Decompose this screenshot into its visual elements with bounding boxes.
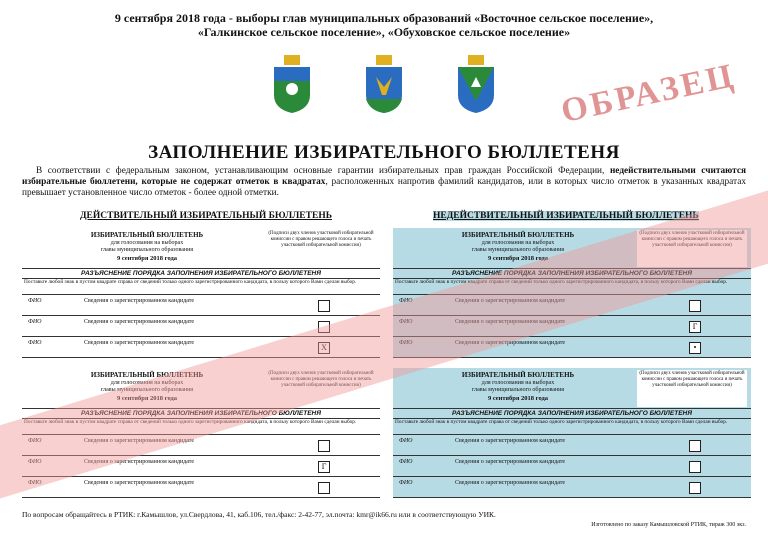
ballot-sub2: главы муниципального образования: [471, 247, 565, 253]
candidate-name: ФИО: [399, 459, 413, 465]
ballot-bottom-line: [393, 497, 751, 498]
ballot-bottom-line: [22, 357, 380, 358]
explanation-header: РАЗЪЯСНЕНИЕ ПОРЯДКА ЗАПОЛНЕНИЯ ИЗБИРАТЕЛЬНОГО БЮЛЛЕТЕНЯ: [393, 408, 751, 419]
signature-box: (Подписи двух членов участковой избирательной комиссии с правом решающего голоса и печать участковой избирательной комиссии): [266, 370, 376, 407]
ballot-title: ИЗБИРАТЕЛЬНЫЙ БЮЛЛЕТЕНЬ: [90, 231, 204, 239]
candidate-name: ФИО: [28, 438, 42, 444]
instruction-text: Поставьте любой знак в пустом квадрате справа от сведений только одного зарегистрированного кандидата, в пользу которого Вами сделан выбор.: [395, 419, 728, 425]
header-line-2: «Галкинское сельское поселение», «Обуховское сельское поселение»: [197, 25, 571, 39]
candidate-info: Сведения о зарегистрированном кандидате: [84, 459, 195, 465]
vote-checkbox[interactable]: [318, 321, 330, 333]
ballot-invalid: [393, 368, 751, 498]
candidate-info: Сведения о зарегистрированном кандидате: [84, 319, 195, 325]
vote-checkbox[interactable]: [689, 482, 701, 494]
ballot-date: 9 сентября 2018 года: [487, 254, 549, 262]
ballot-header: [62, 372, 232, 402]
instruction-text: Поставьте любой знак в пустом квадрате справа от сведений только одного зарегистрированного кандидата, в пользу которого Вами сделан выбор.: [24, 419, 357, 425]
invalid-ballot-heading: НЕДЕЙСТВИТЕЛЬНЫЙ ИЗБИРАТЕЛЬНЫЙ БЮЛЛЕТЕНЬ: [433, 211, 699, 221]
candidate-row: [393, 455, 751, 476]
intro-paragraph: [22, 166, 746, 199]
ballot-header: [433, 372, 603, 402]
valid-ballot-heading: ДЕЙСТВИТЕЛЬНЫЙ ИЗБИРАТЕЛЬНЫЙ БЮЛЛЕТЕНЬ: [80, 211, 332, 221]
ballot-date: 9 сентября 2018 года: [116, 254, 178, 262]
emblems: [0, 55, 768, 115]
candidate-name: ФИО: [28, 480, 42, 486]
ballot-sub2: главы муниципального образования: [100, 247, 194, 253]
sample-stamp: ОБРАЗЕЦ: [557, 57, 739, 131]
ballot-sub1: для голосования на выборах: [481, 379, 555, 386]
candidate-row: [393, 294, 751, 315]
vote-checkbox[interactable]: [689, 440, 701, 452]
emblem-vostochnoe-icon: [272, 55, 312, 115]
intro-bold: недействительными считаются избирательные бюллетени, которые не содержат отметок в квадратах: [22, 166, 746, 187]
candidate-info: Сведения о зарегистрированном кандидате: [84, 298, 195, 304]
footer-contact: По вопросам обращайтесь в РТИК: г.Камышлов, ул.Свердлова, 41, каб.106, тел./факс: 2-42-77, эл.почта: kmr@ik66.ru или в соответствующую УИК.: [22, 510, 496, 519]
candidate-info: Сведения о зарегистрированном кандидате: [84, 480, 195, 486]
candidate-info: Сведения о зарегистрированном кандидате: [455, 438, 566, 444]
candidate-info: Сведения о зарегистрированном кандидате: [455, 298, 566, 304]
ballot-invalid: [393, 228, 751, 358]
candidate-row: [22, 455, 380, 476]
ballot-date: 9 сентября 2018 года: [487, 394, 549, 402]
vote-checkbox[interactable]: [318, 300, 330, 312]
ballot-title: ИЗБИРАТЕЛЬНЫЙ БЮЛЛЕТЕНЬ: [461, 231, 575, 239]
candidate-row: [393, 434, 751, 455]
emblem-galkinskoe-icon: [364, 55, 404, 115]
signature-box: (Подписи двух членов участковой избирательной комиссии с правом решающего голоса и печать участковой избирательной комиссии): [637, 370, 747, 407]
candidate-name: ФИО: [399, 340, 413, 346]
ballot-sub2: главы муниципального образования: [471, 387, 565, 393]
vote-checkbox[interactable]: [689, 461, 701, 473]
vote-checkbox[interactable]: X: [318, 342, 330, 354]
instruction-text: Поставьте любой знак в пустом квадрате справа от сведений только одного зарегистрированного кандидата, в пользу которого Вами сделан выбор.: [24, 279, 357, 285]
candidate-name: ФИО: [28, 340, 42, 346]
ballot-valid: [22, 228, 380, 358]
candidate-name: ФИО: [399, 319, 413, 325]
candidate-row: [22, 336, 380, 357]
intro-text: В соответствии с федеральным законом, устанавливающим основные гарантии избирательных прав граждан Российской Федерации,: [36, 166, 610, 176]
ballot-sub2: главы муниципального образования: [100, 387, 194, 393]
candidate-name: ФИО: [28, 298, 42, 304]
signature-box: (Подписи двух членов участковой избирательной комиссии с правом решающего голоса и печать участковой избирательной комиссии): [266, 230, 376, 267]
candidate-name: ФИО: [28, 459, 42, 465]
explanation-header: РАЗЪЯСНЕНИЕ ПОРЯДКА ЗАПОЛНЕНИЯ ИЗБИРАТЕЛЬНОГО БЮЛЛЕТЕНЯ: [393, 268, 751, 279]
candidate-info: Сведения о зарегистрированном кандидате: [455, 459, 566, 465]
footer-imprint: Изготовлено по заказу Камышловской РТИК, тираж 300 экз.: [591, 522, 746, 528]
signature-box: (Подписи двух членов участковой избирательной комиссии с правом решающего голоса и печать участковой избирательной комиссии): [637, 230, 747, 267]
candidate-info: Сведения о зарегистрированном кандидате: [455, 340, 566, 346]
intro-text-end: , расположенных напротив фамилий кандидатов, или в которых число отметок в указанных квадратах превышает установленное число отметок - более одной отметки.: [22, 177, 747, 198]
candidate-name: ФИО: [399, 480, 413, 486]
candidate-row: [393, 476, 751, 497]
candidate-info: Сведения о зарегистрированном кандидате: [455, 480, 566, 486]
vote-checkbox[interactable]: [318, 482, 330, 494]
candidate-row: [22, 315, 380, 336]
vote-checkbox[interactable]: •: [689, 342, 701, 354]
emblem-obukhovskoe-icon: [456, 55, 496, 115]
candidate-row: [22, 434, 380, 455]
ballot-bottom-line: [393, 357, 751, 358]
candidate-info: Сведения о зарегистрированном кандидате: [84, 438, 195, 444]
candidate-row: [393, 336, 751, 357]
ballot-sub1: для голосования на выборах: [481, 239, 555, 246]
candidate-name: ФИО: [399, 298, 413, 304]
ballot-header: [433, 232, 603, 262]
ballot-title: ИЗБИРАТЕЛЬНЫЙ БЮЛЛЕТЕНЬ: [90, 371, 204, 379]
ballot-title: ИЗБИРАТЕЛЬНЫЙ БЮЛЛЕТЕНЬ: [461, 371, 575, 379]
vote-checkbox[interactable]: [318, 440, 330, 452]
vote-checkbox[interactable]: Г: [689, 321, 701, 333]
explanation-header: РАЗЪЯСНЕНИЕ ПОРЯДКА ЗАПОЛНЕНИЯ ИЗБИРАТЕЛЬНОГО БЮЛЛЕТЕНЯ: [22, 268, 380, 279]
page-title: ЗАПОЛНЕНИЕ ИЗБИРАТЕЛЬНОГО БЮЛЛЕТЕНЯ: [148, 142, 620, 163]
candidate-info: Сведения о зарегистрированном кандидате: [84, 340, 195, 346]
instruction-text: Поставьте любой знак в пустом квадрате справа от сведений только одного зарегистрированного кандидата, в пользу которого Вами сделан выбор.: [395, 279, 728, 285]
candidate-name: ФИО: [399, 438, 413, 444]
header-line-1: 9 сентября 2018 года - выборы глав муниципальных образований «Восточное сельское поселение»,: [114, 11, 654, 25]
ballot-date: 9 сентября 2018 года: [116, 394, 178, 402]
vote-checkbox[interactable]: Г: [318, 461, 330, 473]
candidate-name: ФИО: [28, 319, 42, 325]
ballot-sub1: для голосования на выборах: [110, 239, 184, 246]
candidate-row: [22, 476, 380, 497]
candidate-info: Сведения о зарегистрированном кандидате: [455, 319, 566, 325]
candidate-row: [22, 294, 380, 315]
explanation-header: РАЗЪЯСНЕНИЕ ПОРЯДКА ЗАПОЛНЕНИЯ ИЗБИРАТЕЛЬНОГО БЮЛЛЕТЕНЯ: [22, 408, 380, 419]
candidate-row: [393, 315, 751, 336]
ballot-sub1: для голосования на выборах: [110, 379, 184, 386]
ballot-header: [62, 232, 232, 262]
ballot-valid: [22, 368, 380, 498]
ballot-bottom-line: [22, 497, 380, 498]
vote-checkbox[interactable]: [689, 300, 701, 312]
